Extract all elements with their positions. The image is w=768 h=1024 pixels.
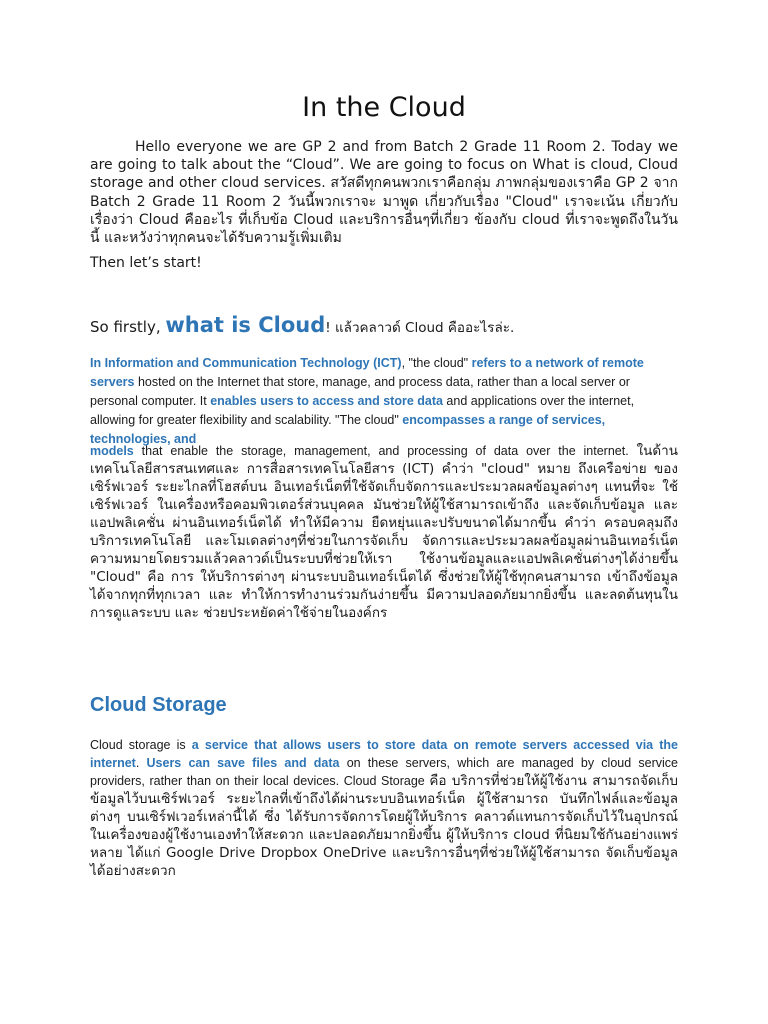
ict-part-2: , "the cloud" <box>401 356 472 370</box>
ict2-part-1: models <box>90 444 134 458</box>
what-is-cloud-heading <box>90 313 514 338</box>
ict-paragraph <box>90 354 678 449</box>
heading-highlight: what is Cloud <box>165 313 326 337</box>
intro-paragraph: Hello everyone we are GP 2 and from Batch 2 Grade 11 Room 2. Today we are going to talk about the “Cloud”. We are going to focus on What is cloud, Cloud storage and other cloud services. สวัสดีทุกคนพวกเราคือกลุ่ม ภาพกลุ่มของเราคือ GP 2 จาก Batch 2 Grade 11 Room 2 วันนี้พวกเราจะ มาพูด เกี่ยวกับเรื่อง "Cloud" เราจะเน้น เกี่ยวกับเรื่องว่า Cloud คืออะไร ที่เก็บข้อ Cloud และบริการอื่นๆที่เกี่ยว ข้องกับ cloud ที่เราจะพูดถึงในวันนี้ และหวังว่าทุกคนจะได้รับความรู้เพิ่มเติม <box>90 139 678 247</box>
cs-part-2: a service that allows users to store data on remote servers accessed via the internet <box>90 738 678 770</box>
ict-part-1: In Information and Communication Technology (ICT) <box>90 356 402 370</box>
cs-thai: คือ บริการที่ช่วยให้ผู้ใช้งาน สามารถจัดเก็บข้อมูลไว้บนเซิร์ฟเวอร์ ระยะไกลที่เข้าถึงได้ผ่านระบบอินเทอร์เน็ต ผู้ใช้สามารถ บันทึกไฟล์และข้อมูลต่างๆ บนเซิร์ฟเวอร์เหล่านี้ได้ ซึ่ง ได้รับการจัดการโดยผู้ให้บริการ คลาวด์แทนการจัดเก็บไว้ในอุปกรณ์ ในเครื่องของผู้ใช้งานเองทำให้สะดวก และปลอดภัยมากยิ่งขึ้น ผู้ให้บริการ cloud ที่นิยมใช้กันอย่างแพร่หลาย ได้แก่ Google Drive Dropbox OneDrive และบริการอื่นๆที่ช่วยให้ผู้ใช้สามารถ จัดเก็บข้อมูลได้อย่างสะดวก <box>90 773 678 879</box>
heading-suffix: ! แล้วคลาวด์ Cloud คืออะไรล่ะ. <box>325 320 515 336</box>
ict-part-4: hosted on the Internet that store, manage, and process data, rather than a local server or personal computer. It <box>90 375 630 408</box>
ict-part-5: enables users to access and store data <box>210 394 443 408</box>
ict-part-6: and applications over the internet, allowing for greater flexibility and scalability. "The cloud" <box>90 394 635 427</box>
cs-part-3: . <box>135 756 147 770</box>
ict-paragraph-continued <box>90 442 678 622</box>
ict2-thai: ในด้าน เทคโนโลยีสารสนเทศและ การสื่อสารเทคโนโลยีสาร (ICT) คำว่า "cloud" หมาย ถึงเครือข่าย ของเซิร์ฟเวอร์ ระยะไกลที่โฮสต์บน อินเทอร์เน็ตที่ใช้จัดเก็บจัดการและประมวลผลข้อมูลต่างๆ แทนที่จะ ใช้เซิร์ฟเวอร์ ในเครื่องหรือคอมพิวเตอร์ส่วนบุคคล มันช่วยให้ผู้ใช้สามารถเข้าถึง และจัดเก็บข้อมูล และแอปพลิเคชั่น ผ่านอินเทอร์เน็ตได้ ทำให้มีความ ยืดหยุ่นและปรับขนาดได้มากขึ้น คำว่า ครอบคลุมถึง บริการเทคโนโลยี และโมเดลต่างๆที่ช่วยในการจัดเก็บ จัดการและประมวลผลข้อมูลผ่านอินเทอร์เน็ต ความหมายโดยรวมแล้วคลาวด์เป็นระบบที่ช่วยให้เรา ใช้งานข้อมูลและแอปพลิเคชั่นต่างๆได้ง่ายขึ้น "Cloud" คือ การ ให้บริการต่างๆ ผ่านระบบอินเทอร์เน็ตได้ ซึ่งช่วยให้ผู้ใช้ทุกคนสามารถ เข้าถึงข้อมูลได้จากทุกที่ทุกเวลา และ ทำให้การทำงานร่วมกันง่ายขึ้น มีความปลอดภัยมากยิ่งขึ้น และลดต้นทุนในการดูแลระบบ และ ช่วยประหยัดค่าใช้จ่ายในองค์กร <box>90 443 678 621</box>
ict-part-7: encompasses a range of services, technologies, and <box>90 413 606 446</box>
ict-part-3: refers to a network of remote servers <box>90 356 644 389</box>
ict2-part-2: that enable the storage, management, and processing of data over the internet. <box>133 444 637 458</box>
heading-prefix: So firstly, <box>90 318 166 336</box>
cloud-storage-paragraph <box>90 736 678 880</box>
page-title: In the Cloud <box>302 92 466 123</box>
cs-part-4: Users can save files and data <box>146 756 340 770</box>
start-line: Then let’s start! <box>90 255 202 271</box>
cs-part-1: Cloud storage is <box>90 738 192 752</box>
cs-part-5: on these servers, which are managed by cloud service providers, rather than on their local devices. Cloud Storage <box>90 756 678 788</box>
cloud-storage-heading: Cloud Storage <box>90 694 227 716</box>
